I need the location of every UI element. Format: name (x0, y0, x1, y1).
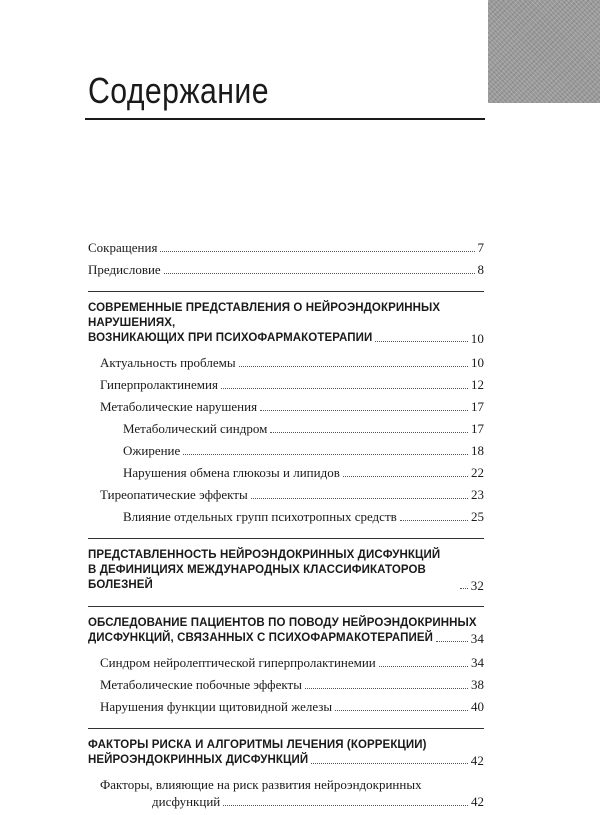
dot-leader (160, 251, 474, 252)
toc-entry-label: Сокращения (88, 240, 158, 255)
toc-entry[interactable] (88, 486, 484, 503)
toc-entry-label: Тиреопатические эффекты (100, 487, 248, 502)
section-title-line[interactable] (88, 331, 484, 346)
dot-leader (460, 588, 468, 589)
section-title-line[interactable]: ФАКТОРЫ РИСКА И АЛГОРИТМЫ ЛЕЧЕНИЯ (КОРРЕКЦИИ) (88, 739, 427, 751)
page-corner-tab (488, 0, 600, 103)
section-divider (88, 538, 484, 539)
toc-entry-line[interactable]: Факторы, влияющие на риск развития нейроэндокринных (100, 777, 422, 792)
toc-entry-label: дисфункций (152, 794, 221, 809)
toc-entry-label: Предисловие (88, 262, 161, 277)
toc-entry-label: Метаболические нарушения (100, 399, 258, 414)
dot-leader (183, 454, 468, 455)
toc-entry-label: Метаболические побочные эффекты (100, 677, 302, 692)
title-rule (85, 118, 485, 120)
dot-leader (379, 666, 468, 667)
toc-entry[interactable] (88, 354, 484, 371)
dot-leader (436, 641, 468, 642)
dot-leader (335, 710, 468, 711)
toc-page-number: 40 (471, 699, 484, 714)
toc-section-4 (88, 738, 484, 810)
section-title-text: В ДЕФИНИЦИЯХ МЕЖДУНАРОДНЫХ КЛАССИФИКАТОРОВ БОЛЕЗНЕЙ (88, 564, 426, 591)
toc-entry[interactable] (88, 398, 484, 415)
toc-entry-preface[interactable] (88, 261, 484, 278)
section-title-line[interactable]: ОБСЛЕДОВАНИЕ ПАЦИЕНТОВ ПО ПОВОДУ НЕЙРОЭНДОКРИННЫХ (88, 617, 477, 629)
section-title-line[interactable]: ПРЕДСТАВЛЕННОСТЬ НЕЙРОЭНДОКРИННЫХ ДИСФУНКЦИЙ (88, 549, 441, 561)
dot-leader (400, 520, 468, 521)
toc-entry-label: Гиперпролактинемия (100, 377, 218, 392)
toc-entry-label: Нарушения обмена глюкозы и липидов (123, 465, 340, 480)
toc-page-number: 34 (471, 655, 484, 670)
section-divider (88, 728, 484, 729)
dot-leader (270, 432, 468, 433)
section-title-line[interactable] (88, 631, 484, 646)
dot-leader (251, 498, 468, 499)
section-title-text: НЕЙРОЭНДОКРИННЫХ ДИСФУНКЦИЙ (88, 754, 309, 766)
toc-page-number: 23 (471, 487, 484, 502)
toc-entry-line[interactable] (88, 793, 484, 810)
toc-page-number: 10 (471, 355, 484, 370)
toc-page-number: 8 (477, 262, 484, 277)
toc-entry-label: Метаболический синдром (123, 421, 268, 436)
toc-entry[interactable] (88, 442, 484, 459)
toc-page-number: 18 (471, 443, 484, 458)
toc-page-number: 17 (471, 399, 484, 414)
toc-entry[interactable] (88, 508, 484, 525)
toc-entry[interactable] (88, 464, 484, 481)
dot-leader (375, 341, 467, 342)
toc-page-number: 22 (471, 465, 484, 480)
section-title-line[interactable]: СОВРЕМЕННЫЕ ПРЕДСТАВЛЕНИЯ О НЕЙРОЭНДОКРИННЫХ НАРУШЕНИЯХ, (88, 302, 441, 329)
toc-page-number: 42 (471, 794, 484, 809)
toc-entry-label: Нарушения функции щитовидной железы (100, 699, 333, 714)
page-title: Содержание (88, 70, 269, 111)
toc-entry[interactable] (88, 654, 484, 671)
section-title-line[interactable] (88, 753, 484, 768)
table-of-contents (88, 239, 484, 815)
toc-entry-label: Влияние отдельных групп психотропных средств (123, 509, 397, 524)
dot-leader (311, 763, 468, 764)
toc-section-1 (88, 301, 484, 525)
dot-leader (221, 388, 468, 389)
toc-entry-label: Синдром нейролептической гиперпролактинемии (100, 655, 376, 670)
toc-page-number: 12 (471, 377, 484, 392)
toc-page-number: 10 (470, 331, 484, 346)
toc-section-2 (88, 548, 484, 593)
toc-entry[interactable] (88, 676, 484, 693)
dot-leader (164, 273, 475, 274)
toc-page-number: 32 (470, 578, 484, 593)
toc-entry-abbreviations[interactable] (88, 239, 484, 256)
section-title-line[interactable] (88, 563, 484, 593)
dot-leader (239, 366, 468, 367)
toc-page-number: 25 (471, 509, 484, 524)
toc-entry[interactable] (88, 376, 484, 393)
section-divider (88, 291, 484, 292)
section-divider (88, 606, 484, 607)
dot-leader (305, 688, 468, 689)
toc-page-number: 34 (470, 631, 484, 646)
toc-entry-label: Актуальность проблемы (100, 355, 236, 370)
toc-section-3 (88, 616, 484, 715)
toc-entry[interactable] (88, 698, 484, 715)
dot-leader (343, 476, 468, 477)
toc-page-number: 7 (477, 240, 484, 255)
dot-leader (260, 410, 468, 411)
toc-page-number: 42 (470, 753, 484, 768)
toc-page-number: 38 (471, 677, 484, 692)
toc-entry[interactable] (88, 420, 484, 437)
section-title-text: ДИСФУНКЦИЙ, СВЯЗАННЫХ С ПСИХОФАРМАКОТЕРАПИЕЙ (88, 632, 434, 644)
dot-leader (223, 805, 468, 806)
toc-page-number: 17 (471, 421, 484, 436)
toc-entry-label: Ожирение (123, 443, 181, 458)
section-title-text: ВОЗНИКАЮЩИХ ПРИ ПСИХОФАРМАКОТЕРАПИИ (88, 332, 373, 344)
